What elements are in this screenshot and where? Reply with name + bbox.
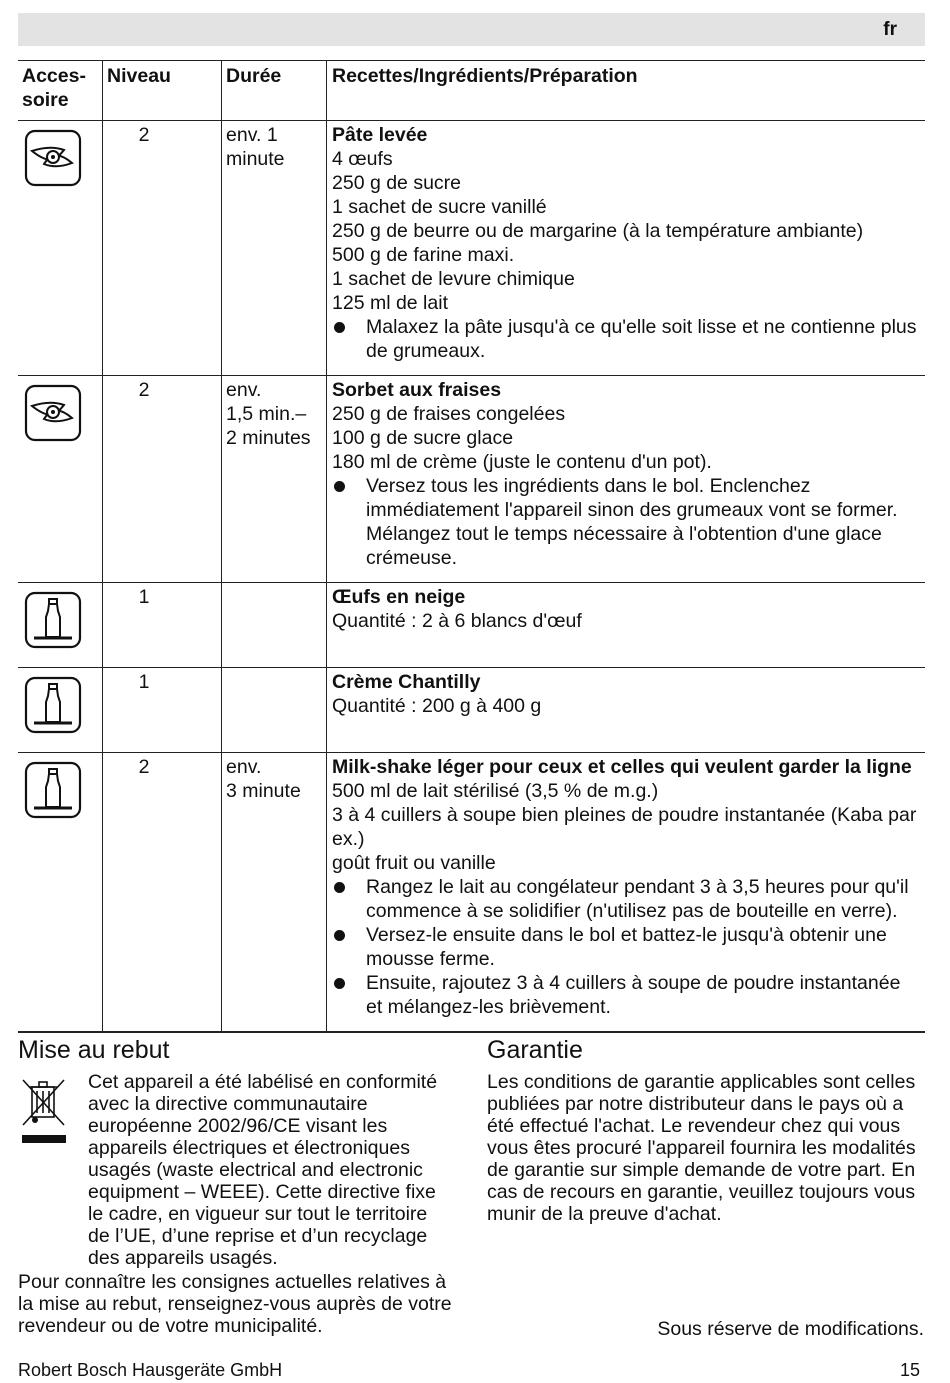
table-row [18, 583, 925, 668]
recipe-title: Sorbet aux fraises [332, 379, 502, 401]
step-text: Versez tous les ingrédients dans le bol. Enclenchez immédiatement l'appareil sinon des grumeaux vont se former. Mélangez tout le temps nécessaire à l'obtention d'une glace crémeuse. [366, 475, 898, 569]
blade-icon [24, 129, 98, 193]
accessory-cell [18, 668, 103, 753]
language-bar [18, 13, 925, 46]
recipe-title: Milk-shake léger pour ceux et celles qui veulent garder la ligne [332, 756, 912, 778]
steps-list [332, 315, 921, 363]
duree-cell [222, 668, 327, 753]
ingredient-line: 100 g de sucre glace [332, 427, 514, 449]
step-text: Ensuite, rajoutez 3 à 4 cuillers à soupe de poudre instantanée et mélangez-les brièvement. [366, 972, 901, 1018]
step-text: Malaxez la pâte jusqu'à ce qu'elle soit lisse et ne contienne plus de grumeaux. [366, 316, 917, 362]
ingredient-line: Quantité : 2 à 6 blancs d'œuf [332, 610, 582, 632]
reserve-note: Sous réserve de modifications. [657, 1318, 924, 1340]
table-row [18, 668, 925, 753]
niveau-cell: 1 [103, 583, 222, 668]
footer-company: Robert Bosch Hausgeräte GmbH [18, 1360, 283, 1380]
ingredient-line: 250 g de beurre ou de margarine (à la température ambiante) [332, 220, 864, 242]
whisk-disc-icon [24, 591, 98, 655]
header-niveau: Niveau [103, 61, 222, 121]
whisk-disc-icon [24, 761, 98, 825]
header-accessoire: Acces- soire [18, 61, 103, 121]
duree-cell: env. 1,5 min.– 2 minutes [222, 376, 327, 583]
ingredient-line: Quantité : 200 g à 400 g [332, 695, 542, 717]
bullet-icon [334, 978, 345, 989]
step-item [332, 474, 921, 570]
disposal-text-1: Cet appareil a été labélisé en conformité avec la directive communautaire européenne 2002/96/CE visant les appareils électriques et électroniques usagés (waste electrical and electronic equipment – WEEE). Cette directive fixe le cadre, en vigueur sur tout le territoire de l’UE, d’une reprise et d’un recyclage des appareils usagés. [88, 1071, 438, 1269]
niveau-cell: 1 [103, 668, 222, 753]
warranty-title: Garantie [487, 1036, 583, 1064]
table-row [18, 753, 925, 1033]
ingredient-line: 1 sachet de sucre vanillé [332, 196, 547, 218]
step-text: Versez-le ensuite dans le bol et battez-le jusqu'à obtenir une mousse ferme. [366, 924, 887, 970]
recipe-cell [327, 668, 926, 753]
disposal-title: Mise au rebut [18, 1036, 170, 1064]
accessory-cell [18, 376, 103, 583]
niveau-cell: 2 [103, 121, 222, 376]
header-recettes: Recettes/Ingrédients/Préparation [327, 61, 926, 121]
accessory-cell [18, 753, 103, 1033]
language-tag: fr [883, 19, 897, 40]
ingredient-line: 250 g de sucre [332, 172, 462, 194]
step-item [332, 315, 921, 363]
whisk-disc-icon [24, 676, 98, 740]
duree-cell: env. 3 minute [222, 753, 327, 1033]
recipe-table [18, 60, 925, 1033]
table-row [18, 376, 925, 583]
ingredient-line: 500 g de farine maxi. [332, 244, 515, 266]
ingredient-line: 3 à 4 cuillers à soupe bien pleines de poudre instantanée (Kaba par ex.) [332, 804, 917, 850]
warranty-text: Les conditions de garantie applicables sont celles publiées par notre distributeur dans le pays où a été effectué l'achat. Le revendeur chez qui vous vous êtes procuré l'appareil fournira les modalités de garantie sur simple demande de votre part. En cas de recours en garantie, veuillez toujours vous munir de la preuve d'achat. [487, 1071, 916, 1225]
bullet-icon [334, 882, 345, 893]
ingredient-line: goût fruit ou vanille [332, 852, 496, 874]
ingredient-line: 1 sachet de levure chimique [332, 268, 575, 290]
ingredient-line: 4 œufs [332, 148, 393, 170]
ingredient-line: 250 g de fraises congelées [332, 403, 566, 425]
header-duree: Durée [222, 61, 327, 121]
accessory-cell [18, 583, 103, 668]
ingredient-line: 125 ml de lait [332, 292, 448, 314]
accessory-cell [18, 121, 103, 376]
blade-icon [24, 384, 98, 448]
steps-list [332, 875, 921, 1019]
recipe-title: Crème Chantilly [332, 671, 481, 693]
recipe-cell [327, 376, 926, 583]
recipe-cell [327, 583, 926, 668]
disposal-text-2: Pour connaître les consignes actuelles relatives à la mise au rebut, renseignez-vous auprès de votre revendeur ou de votre municipalité. [18, 1271, 452, 1337]
step-item [332, 971, 921, 1019]
step-item [332, 875, 921, 923]
duree-cell [222, 583, 327, 668]
page-number: 15 [899, 1360, 920, 1380]
step-item [332, 923, 921, 971]
bullet-icon [334, 322, 345, 333]
ingredient-line: 180 ml de crème (juste le contenu d'un pot). [332, 451, 712, 473]
recipe-title: Pâte levée [332, 124, 428, 146]
bullet-icon [334, 930, 345, 941]
step-text: Rangez le lait au congélateur pendant 3 à 3,5 heures pour qu'il commence à se solidifier (n'utilisez pas de bouteille en verre). [366, 876, 909, 922]
recipe-title: Œufs en neige [332, 586, 466, 608]
recipe-cell [327, 753, 926, 1033]
niveau-cell: 2 [103, 376, 222, 583]
bullet-icon [334, 481, 345, 492]
duree-cell: env. 1 minute [222, 121, 327, 376]
table-row [18, 121, 925, 376]
niveau-cell: 2 [103, 753, 222, 1033]
crossed-bin-icon [20, 1075, 68, 1152]
ingredient-line: 500 ml de lait stérilisé (3,5 % de m.g.) [332, 780, 659, 802]
recipe-cell [327, 121, 926, 376]
steps-list [332, 474, 921, 570]
